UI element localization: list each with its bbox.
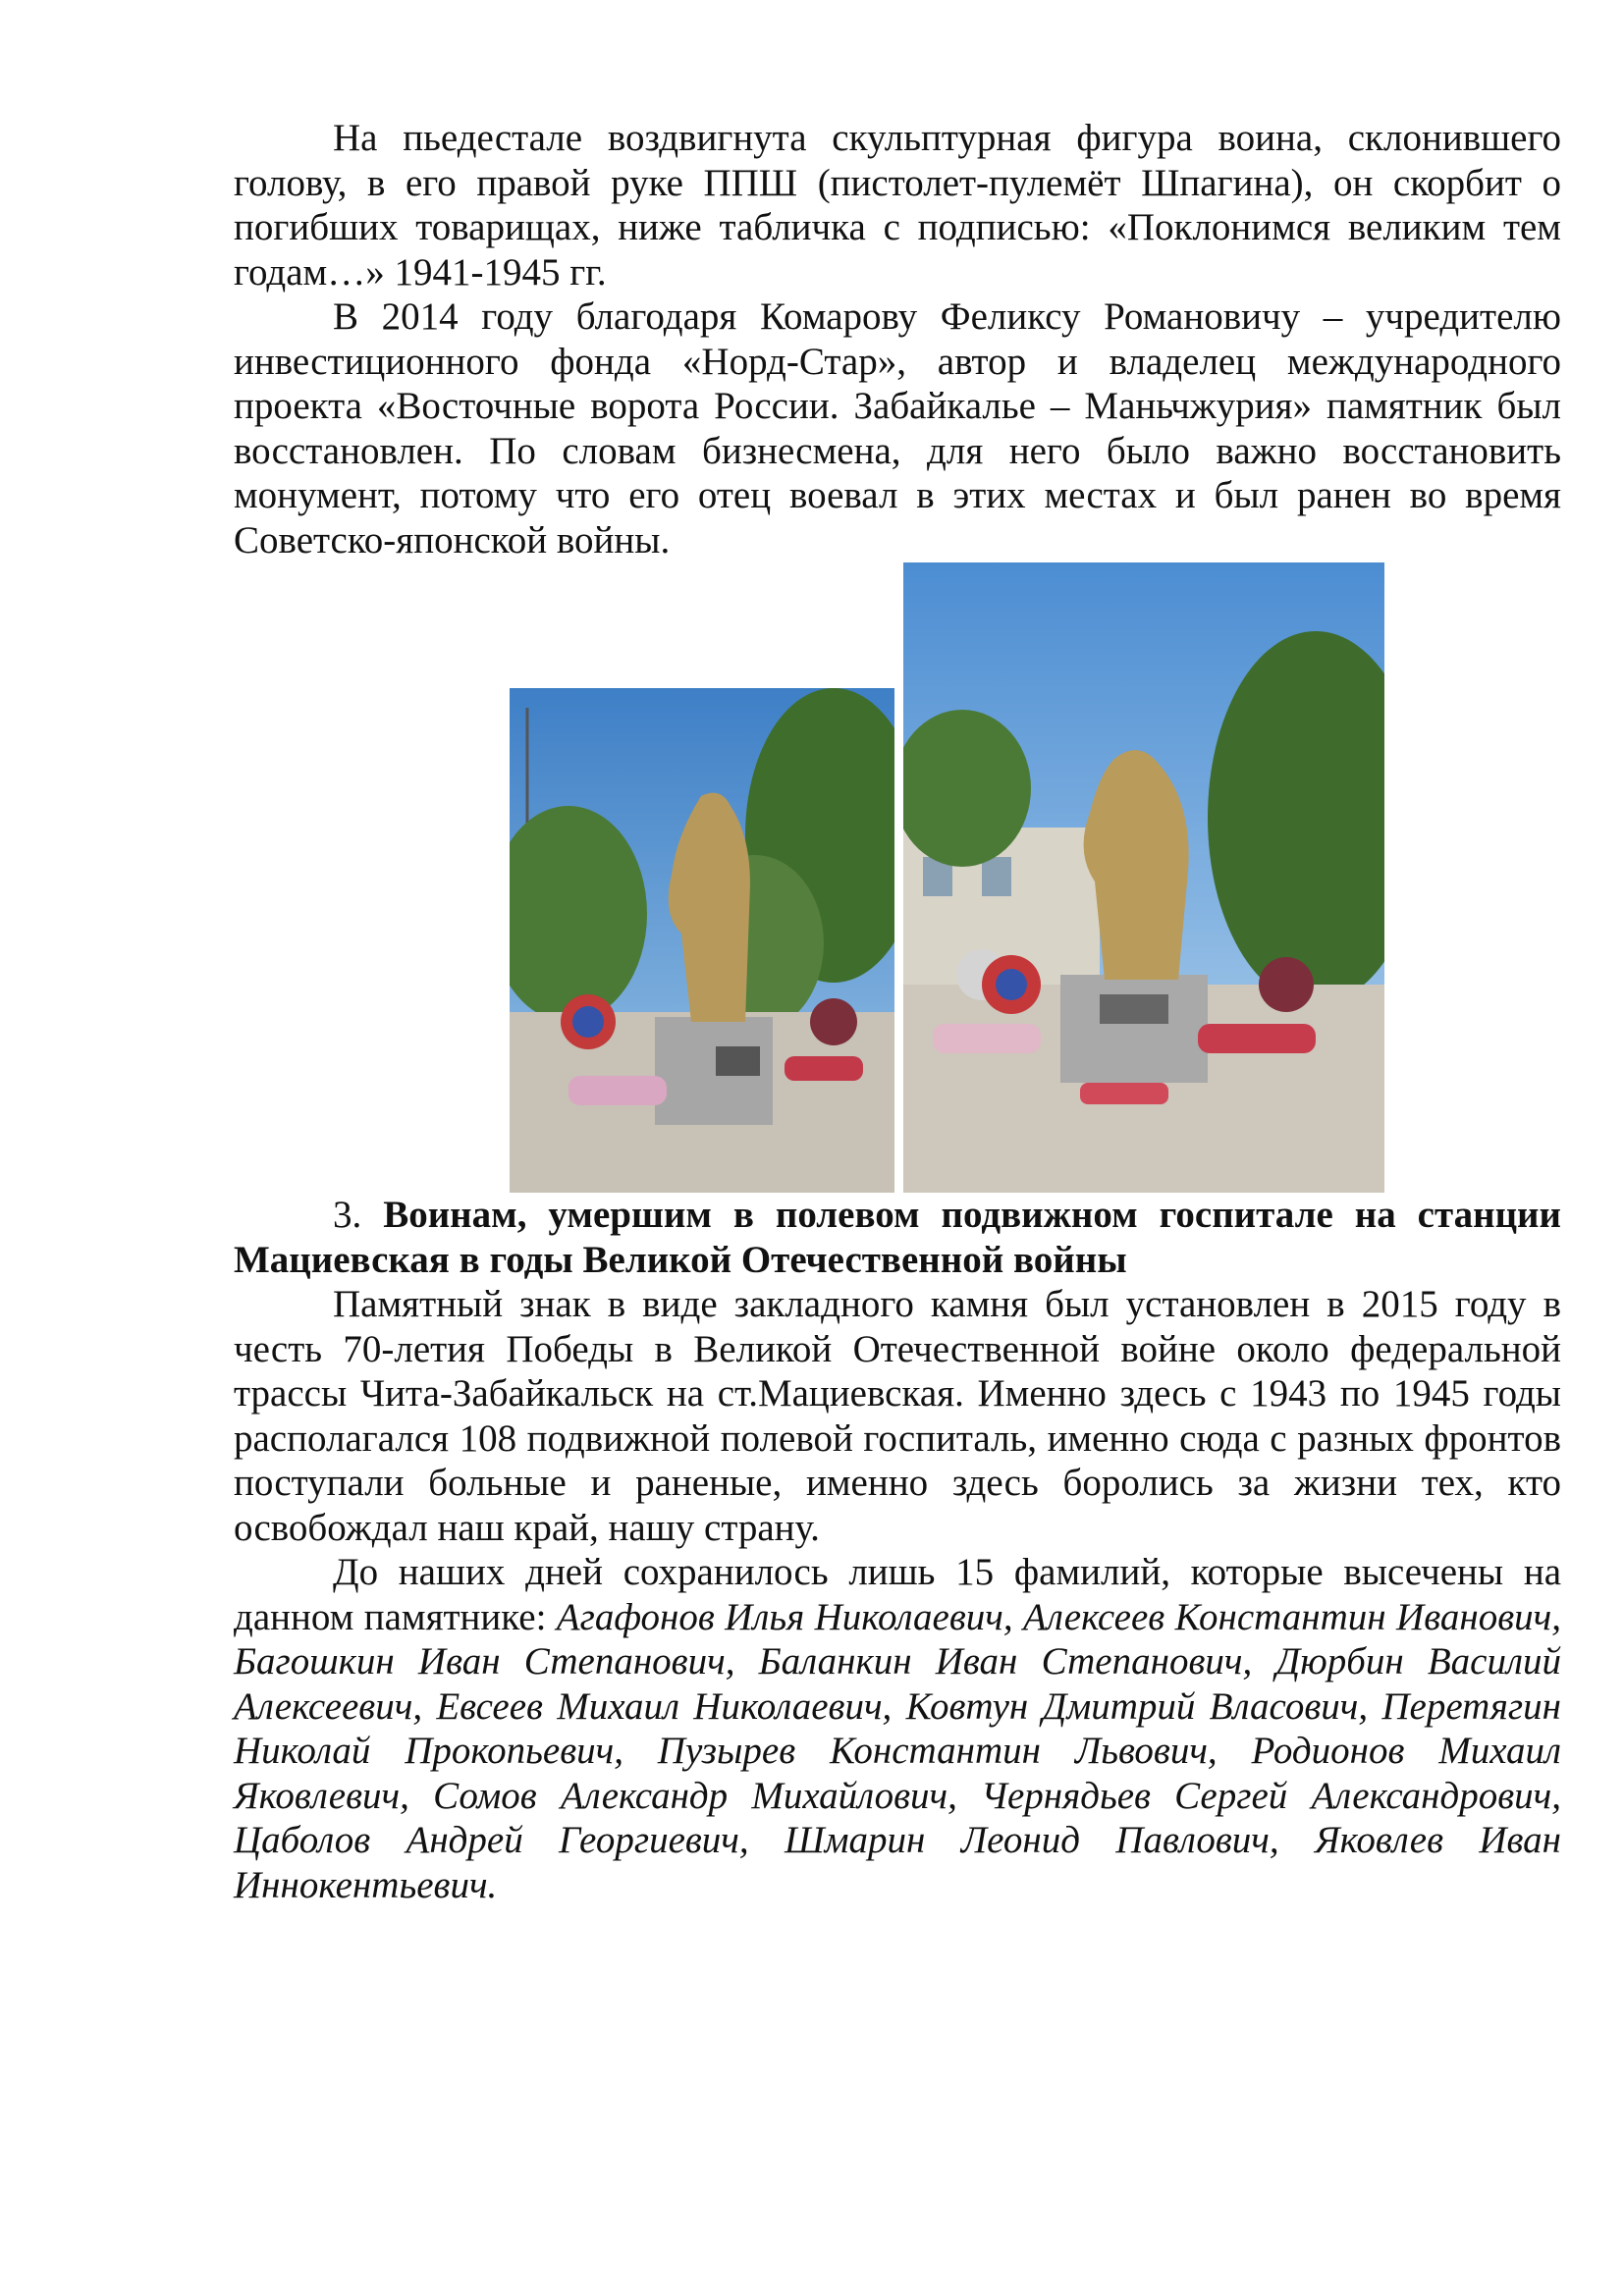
paragraph-names <box>234 1550 1561 1907</box>
paragraph-restoration: В 2014 году благодаря Комарову Феликсу Романовичу – учредителю инвестиционного фонда «Норд-Стар», автор и владелец международного проекта «Восточные ворота России. Забайкалье – Маньчжурия» памятник был восстановлен. По словам бизнесмена, для него было важно восстановить монумент, потому что его отец воевал в этих местах и был ранен во время Советско-японской войны. <box>234 295 1561 561</box>
monument-photo-right <box>903 562 1384 1193</box>
section-3-number: 3. <box>333 1194 362 1236</box>
names-list: Агафонов Илья Николаевич, Алексеев Константин Иванович, Багошкин Иван Степанович, Баланкин Иван Степанович, Дюрбин Василий Алексеевич, Евсеев Михаил Николаевич, Ковтун Дмитрий Власович, Перетягин Николай Прокопьевич, Пузырев Константин Львович, Родионов Михаил Яковлевич, Сомов Александр Михайлович, Чернядьев Сергей Александрович, Цаболов Андрей Георгиевич, Шмарин Леонид Павлович, Яковлев Иван Иннокентьевич. <box>234 1595 1561 1906</box>
section-3-title: Воинам, умершим в полевом подвижном госпитале на станции Мациевская в годы Великой Отечественной войны <box>234 1194 1561 1281</box>
paragraph-statue-description: На пьедестале воздвигнута скульптурная фигура воина, склонившего голову, в его правой руке ППШ (пистолет-пулемёт Шпагина), он скорбит о погибших товарищах, ниже табличка с подписью: «Поклонимся великим тем годам…» 1941-1945 гг. <box>234 117 1561 294</box>
monument-photo-left <box>510 688 894 1193</box>
paragraph-memorial-sign: Памятный знак в виде закладного камня был установлен в 2015 году в честь 70-летия Победы в Великой Отечественной войне около федеральной трассы Чита-Забайкальск на ст.Мациевская. Именно здесь с 1943 по 1945 годы располагался 108 подвижной полевой госпиталь, именно сюда с разных фронтов поступали больные и раненые, именно здесь боролись за жизни тех, кто освобождал наш край, нашу страну. <box>234 1283 1561 1549</box>
names-intro: До наших дней сохранилось лишь 15 фамилий, которые высечены на данном памятнике: <box>234 1551 1561 1638</box>
document-page <box>234 116 1561 1907</box>
photo-row <box>234 562 1561 1193</box>
section-3-heading <box>234 1193 1561 1282</box>
monument-photo-left-image <box>510 688 894 1193</box>
monument-photo-right-image <box>903 562 1384 1193</box>
